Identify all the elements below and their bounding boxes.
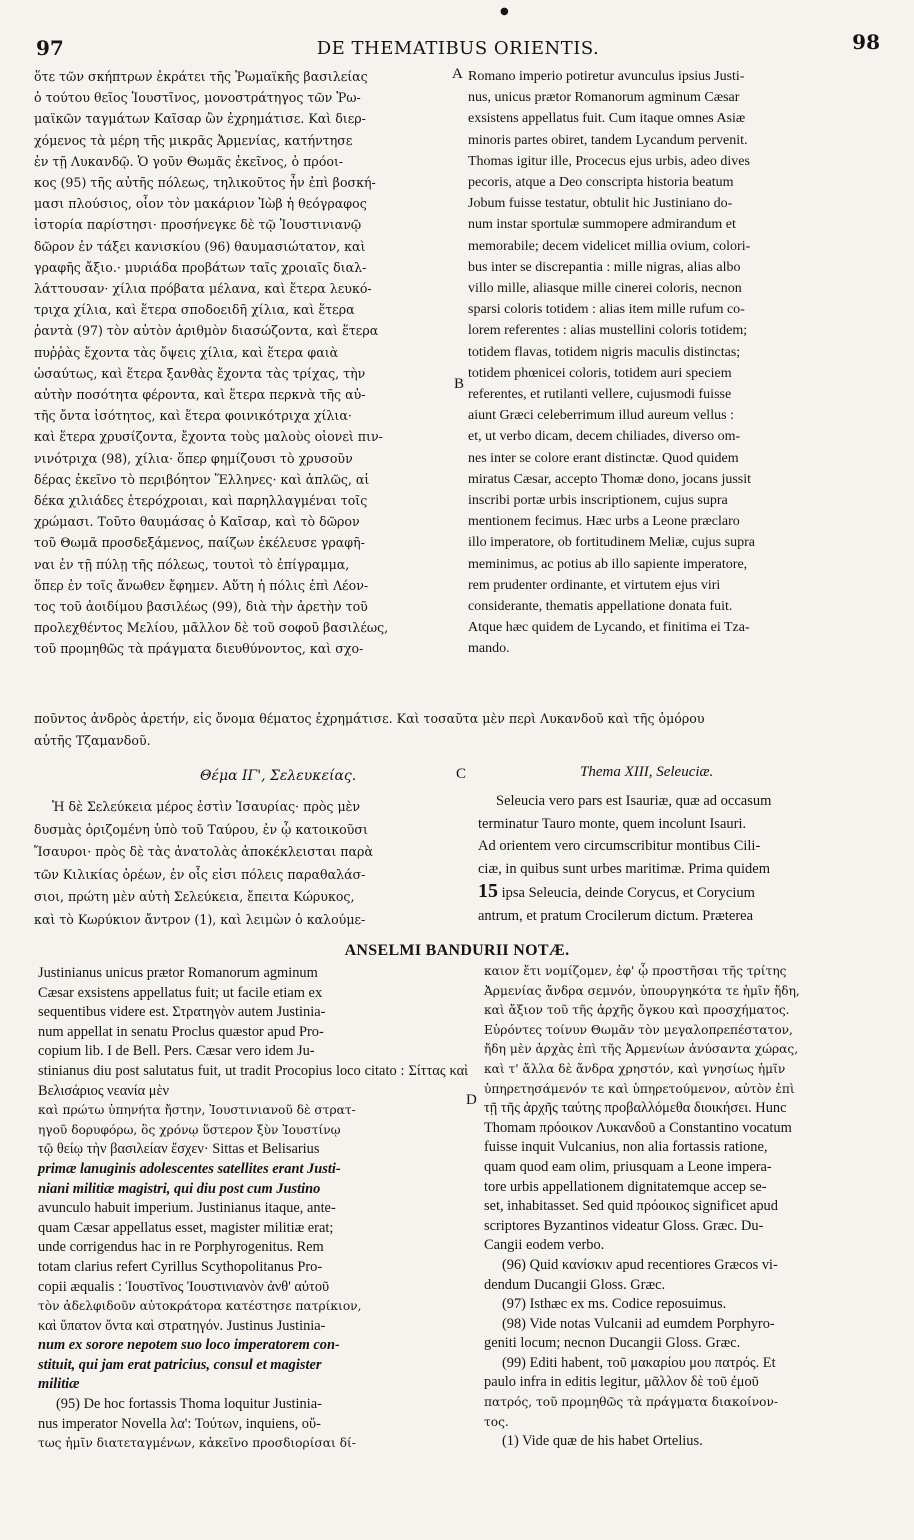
latin-line: Seleucia vero pars est Isauriæ, quæ ad occasum	[496, 793, 772, 809]
note-line: τὸν ἀδελφιδοῦν αὐτοκράτορα κατέστησε πατρίκιον,	[38, 1299, 362, 1314]
note-line: (96) Quid κανίσκιν apud recentiores Græcos vi-	[502, 1256, 778, 1273]
latin-line: Thomas igitur ille, Procecus ejus urbis, adeo dives	[468, 153, 750, 169]
greek-line: ὅτε τῶν σκήπτρων ἐκράτει τῆς Ῥωμαϊκῆς βασιλείας	[34, 69, 368, 84]
note-line: τως ἡμῖν διατεταγμένων, κἀκεῖνο προσδιορίσαι δί-	[38, 1436, 356, 1451]
greek-line: ναι ἐν τῇ πύλῃ τῆς πόλεως, τουτοὶ τὸ ἐπίγραμμα,	[34, 556, 350, 572]
note-line: (97) Isthæc ex ms. Codice reposuimus.	[502, 1296, 727, 1313]
note-line: primæ lanuginis adolescentes satellites erant Justi-	[38, 1160, 341, 1177]
latin-line: memorabile; decem videlicet millia ovium, colori-	[468, 238, 751, 254]
latin-line: referentes, et rutilanti vellere, cujusmodi fuisse	[468, 387, 732, 403]
latin-line-text: ipsa Seleucia, deinde Corycus, et Corycium	[501, 885, 755, 901]
note-line: Cæsar exsistens appellatus fuit; ut facile etiam ex	[38, 984, 323, 1001]
latin-line: totidem phœnicei coloris, totidem auri speciem	[468, 365, 732, 381]
latin-line: inscribi portæ urbis inscriptionem, cujus supra	[468, 493, 728, 509]
latin-line: terminatur Tauro monte, quem incolunt Isauri.	[478, 815, 747, 832]
greek-line: μαϊκῶν ταγμάτων Καῖσαρ ὢν ἐχρημάτισε. Καὶ διερ-	[34, 111, 366, 127]
latin-line	[478, 880, 882, 905]
note-line: τος.	[484, 1414, 509, 1429]
note-line: stinianus diu post salutatus fuit, ut tradit Procopius loco citato : Σίττας καὶ Βελισάριος νεανία μὲν	[38, 1062, 468, 1099]
note-line: ὑπηρετησάμενόν τε καὶ ὑπηρετούμενον, αὐτὸν ἐπὶ	[484, 1081, 795, 1096]
note-line: fuisse inquit Vulcanius, non alia fortassis ratione,	[484, 1139, 768, 1156]
latin-text-top	[468, 66, 882, 660]
greek-line: σιοι, πρώτη μὲν αὐτὴ Σελεύκεια, ἔπειτα Κώρυκος,	[34, 889, 355, 904]
greek-full-width-line-end: αὐτῆς Τζαμανδοῦ.	[34, 733, 151, 748]
latin-line: aiunt Græci celeberrimum illud aureum vellus :	[468, 408, 734, 424]
page-number-left: 97	[36, 36, 64, 60]
note-line: ἤδη μὲν ἀρχὰς ἐπὶ τῆς Ἀρμενίων ἀνύσαντα χώρας,	[484, 1042, 799, 1057]
greek-line: τος τοῦ ἀοιδίμου βασιλέως (99), διὰ τὴν ἀρετὴν τοῦ	[34, 599, 368, 615]
greek-line: ὡσαύτως, καὶ ἕτερα ξανθὰς ἔχοντα τὰς τρίχας, τὴν	[34, 365, 366, 381]
note-line: totam clarius refert Cyrillus Scythopolitanus Pro-	[38, 1258, 323, 1275]
note-line: καὶ τ' ἄλλα δὲ ἄνδρα χρηστόν, καὶ γνησίως ἡμῖν	[484, 1061, 786, 1076]
greek-line: τοῦ προμηθῶς τὰ πράγματα διευθύνοντος, καὶ σχο-	[34, 641, 364, 657]
latin-line: sparsi coloris totidem : alias item mille rufum co-	[468, 302, 745, 318]
note-line: καὶ ἄξιον τοῦ τῆς ἀρχῆς ὄγκου καὶ προσχήματος.	[484, 1003, 790, 1018]
latin-line: miratus Cæsar, accepto Thomæ dono, jocans jussit	[468, 471, 752, 487]
note-line: τῷ θείῳ τὴν βασιλείαν ἔσχεν· Sittas et Belisarius	[38, 1141, 320, 1158]
latin-line: Jobum fuisse testatur, obtulit hic Justiniano do-	[468, 196, 733, 212]
greek-line: γραφῆς ἄξιο.· μυριάδα προβάτων ταῖς χροιαῖς διαλ-	[34, 259, 367, 275]
section-title-latin: Thema XIII, Seleuciæ.	[580, 764, 714, 780]
greek-text-seleucia	[34, 796, 462, 931]
note-line: unde corrigendus hac in re Porphyrogenitus. Rem	[38, 1239, 324, 1256]
note-line: ηγοῦ δορυφόρω, ὃς χρόνῳ ὕστερον ξὺν Ἰουστίνῳ	[38, 1122, 341, 1137]
note-line: (99) Editi habent, τοῦ μακαρίου μου πατρός. Et	[502, 1354, 776, 1371]
greek-line: τριχα χίλια, καὶ ἕτερα σποδοειδῆ χίλια, καὶ ἕτερα	[34, 302, 355, 318]
note-line: niani militiæ magistri, qui diu post cum Justino	[38, 1180, 321, 1197]
latin-line: nus, unicus prætor Romanorum agminum Cæsar	[468, 90, 740, 106]
ink-dot: ●	[500, 6, 509, 17]
latin-line: et, ut verbo dicam, decem chiliades, diverso om-	[468, 429, 741, 445]
margin-letter-d: D	[466, 1092, 477, 1108]
note-line: sequentibus videre est. Στρατηγὸν autem Justinia-	[38, 1004, 326, 1021]
note-line: paulo infra in editis legitur, μᾶλλον δὲ τοῦ ἐμοῦ	[484, 1374, 759, 1391]
note-line: (95) De hoc fortassis Thoma loquitur Justinia-	[56, 1396, 322, 1413]
greek-line: τῆς ὄντα ἰσότητος, καὶ ἕτερα φοινικότριχα χίλια·	[34, 408, 352, 424]
note-line: (1) Vide quæ de his habet Ortelius.	[502, 1433, 703, 1450]
greek-line: ἐν τῇ Λυκανδῷ. Ὁ γοῦν Θωμᾶς ἐκεῖνος, ὁ πρόοι-	[34, 153, 344, 169]
greek-line: κος (95) τῆς αὐτῆς πόλεως, τηλικοῦτος ἦν ἐπὶ βοσκή-	[34, 175, 376, 191]
greek-line: τοῦ Θωμᾶ προσδεξάμενος, παίζων ἐκέλευσε γραφῆ-	[34, 535, 365, 551]
latin-line: num instar sportulæ summopere admirandum et	[468, 217, 736, 233]
latin-line: antrum, et pratum Crocilerum dictum. Præterea	[478, 907, 754, 924]
greek-line: ὁ τούτου θεῖος Ἰουστῖνος, μονοστράτηγος τῶν Ῥω-	[34, 90, 361, 106]
greek-line: δέρας ἐκεῖνο τὸ περιβόητον Ἕλληνες· καὶ ἁπλῶς, αἱ	[34, 471, 370, 487]
greek-line: χόμενος τὰ μέρη τῆς μικρᾶς Ἀρμενίας, κατήντησε	[34, 132, 353, 148]
latin-line: considerante, thematis appellatione donata fuit.	[468, 599, 733, 615]
note-line: καὶ πρώτω ὑπηνήτα ἤστην, Ἰουστινιανοῦ δὲ στρατ-	[38, 1103, 356, 1118]
latin-line: Romano imperio potiretur avunculus ipsius Justi-	[468, 69, 745, 84]
greek-line: νινότριχα (98), χίλια· ὅπερ φημίζουσι τὸ χρυσοῦν	[34, 450, 353, 466]
note-line: τῇ τῆς ἀρχῆς ταύτης προβαλλόμεθα διοικήσει. Hunc	[484, 1100, 787, 1117]
note-line: Εὑρόντες τοίνυν Θωμᾶν τὸν μεγαλοπρεπέστατον,	[484, 1022, 793, 1037]
note-line: num ex sorore nepotem suo loco imperatorem con-	[38, 1337, 340, 1354]
note-line: quam quod eam olim, priusquam a Leone impera-	[484, 1158, 772, 1175]
latin-line: mentionem fecimus. Hæc urbs a Leone præclaro	[468, 514, 740, 530]
margin-letter-c: C	[456, 766, 467, 782]
note-line: tore urbis appellationem dignitatemque accep se-	[484, 1178, 767, 1195]
latin-line: nes inter se colore erant distinctæ. Quod quidem	[468, 450, 739, 466]
greek-line: Ἡ δὲ Σελεύκεια μέρος ἐστὶν Ἰσαυρίας· πρὸς μὲν	[52, 799, 361, 814]
greek-line: προλεχθέντος Μελίου, μᾶλλον δὲ τοῦ σοφοῦ βασιλέως,	[34, 620, 389, 636]
latin-line: bus inter se discrepantia : mille nigras, alias albo	[468, 259, 741, 275]
running-header	[30, 30, 886, 64]
section-title-greek: Θέμα ΙΓ', Σελευκείας.	[200, 768, 357, 784]
latin-line: villo mille, aliasque mille cinerei coloris, necnon	[468, 281, 742, 297]
greek-line: λάττουσαν· χίλια πρόβατα μέλανα, καὶ ἕτερα λευκό-	[34, 281, 372, 297]
latin-line: pecoris, atque a Deo conscripta historia beatum	[468, 175, 734, 191]
note-line: Thomam πρόοικον Λυκανδοῦ a Constantino vocatum	[484, 1119, 792, 1136]
greek-line: δῶρον ἐν τάξει κανισκίου (96) θαυμασιώτατον, καὶ	[34, 238, 366, 254]
latin-line: totidem flavas, totidem nigris maculis distinctas;	[468, 344, 741, 360]
latin-line: ciæ, in quibus sunt urbes maritimæ. Prima quidem	[478, 860, 770, 877]
note-line: copium lib. I de Bell. Pers. Cæsar vero idem Ju-	[38, 1043, 315, 1060]
greek-line: δυσμὰς ὁριζομένη ὑπὸ τοῦ Ταύρου, ἐν ᾧ κατοικοῦσι	[34, 821, 368, 837]
note-line: set, inhabitasset. Sed quid πρόοικος significet apud	[484, 1198, 778, 1215]
greek-line: ὅπερ ἐν τοῖς ἄνωθεν ἔφημεν. Αὕτη ἡ πόλις ἐπὶ Λέον-	[34, 577, 369, 593]
note-line: num appellat in senatu Proclus quæstor apud Pro-	[38, 1023, 324, 1040]
latin-line: Atque hæc quidem de Lycando, et finitima ei Tza-	[468, 620, 750, 636]
greek-line: ἱστορία παρίστησι· προσήνεγκε δὲ τῷ Ἰουστινιανῷ	[34, 217, 362, 233]
note-line: Ἀρμενίας ἄνδρα σεμνόν, ὑπουργηκότα τε ἡμῖν ἤδη,	[484, 983, 800, 998]
note-line: καιον ἔτι νομίζομεν, ἐφ' ᾧ προστῆσαι τῆς τρίτης	[484, 964, 787, 978]
latin-line: minoris partes obiret, tandem Lycandum pervenit.	[468, 132, 748, 148]
note-line: (98) Vide notas Vulcanii ad eumdem Porphyro-	[502, 1315, 775, 1332]
note-line: quam Cæsar appellatus esset, magister militiæ erat;	[38, 1219, 334, 1236]
notes-heading: ANSELMI BANDURII NOTÆ.	[344, 942, 570, 959]
note-line: Cangii eodem verbo.	[484, 1237, 605, 1254]
latin-line: meminimus, ac potius ab illo sapiente imperatore,	[468, 556, 748, 572]
line-number-15: 15	[478, 880, 498, 902]
note-line: militiæ	[38, 1376, 80, 1393]
running-title: DE THEMATIBUS ORIENTIS.	[316, 38, 600, 59]
greek-full-width-line: ποῦντος ἀνδρὸς ἀρετήν, εἰς ὄνομα θέματος ἐχρημάτισε. Καὶ τοσαῦτα μὲν περὶ Λυκανδοῦ καὶ τῆς ὁμόρου	[34, 711, 705, 726]
note-line: Justinianus unicus prætor Romanorum agminum	[38, 965, 318, 981]
note-line: avunculo habuit imperium. Justinianus itaque, ante-	[38, 1200, 336, 1217]
note-line: copii æqualis : Ἰουστῖνος Ἰουστινιανὸν ἀνθ' αὐτοῦ	[38, 1278, 330, 1295]
greek-line: ῥαντὰ (97) τὸν αὐτὸν ἀριθμὸν διασώζοντα, καὶ ἕτερα	[34, 323, 379, 339]
latin-line: exsistens appellatus fuit. Cum itaque omnes Asiæ	[468, 111, 746, 127]
greek-line: Ἴσαυροι· πρὸς δὲ τὰς ἀνατολὰς ἀποκέκλεισται παρὰ	[34, 844, 373, 859]
margin-letter-a: A	[452, 66, 463, 82]
note-line: geniti locum; necnon Ducangii Gloss. Græc.	[484, 1335, 741, 1352]
greek-text-top	[34, 66, 465, 660]
latin-line: lorem referentes : alias mustellini coloris totidem;	[468, 323, 748, 339]
note-line: dendum Ducangii Gloss. Græc.	[484, 1276, 666, 1293]
note-line: nus imperator Novella λα': Τούτων, inquiens, οὕ-	[38, 1415, 321, 1432]
greek-line: καὶ ἕτερα χρυσίζοντα, ἔχοντα τοὺς μαλοὺς οἱονεὶ πιν-	[34, 429, 383, 445]
latin-line: illo imperatore, ob fortitudinem Meliæ, cujus supra	[468, 535, 755, 551]
greek-line: καὶ τὸ Κωρύκιον ἄντρον (1), καὶ λειμὼν ὁ καλούμε-	[34, 911, 366, 927]
margin-letter-b: B	[454, 376, 465, 392]
latin-line: rem prudenter ordinante, et virtutem ejus viri	[468, 577, 721, 593]
note-line: scriptores Byzantinos videatur Gloss. Græc. Du-	[484, 1217, 764, 1234]
latin-line: mando.	[468, 641, 510, 657]
note-line: πατρός, τοῦ προμηθῶς τὰ πράγματα διακοίνον-	[484, 1395, 779, 1410]
greek-line: δέκα χιλιάδες ἑτερόχροιαι, καὶ παρηλλαγμέναι τοῖς	[34, 493, 368, 509]
latin-text-seleucia	[478, 790, 882, 927]
latin-line: Ad orientem vero circumscribitur montibus Cili-	[478, 838, 761, 854]
notes-left-column	[38, 964, 468, 1454]
notes-right-column	[484, 962, 884, 1452]
greek-line: χρώμασι. Τοῦτο θαυμάσας ὁ Καῖσαρ, καὶ τὸ δῶρον	[34, 514, 360, 530]
greek-line: τῶν Κιλικίας ὀρέων, ἐν οἷς εἰσι πόλεις παραθαλάσ-	[34, 866, 366, 882]
greek-line: μασι πλούσιος, οἷον τὸν μακάριον Ἰὼβ ἡ θεόγραφος	[34, 196, 367, 212]
greek-line: αὐτὴν ποσότητα φέροντα, καὶ ἕτερα περκνὰ τῆς αὐ-	[34, 387, 366, 403]
greek-line: πυῤῥὰς ἔχοντα τὰς ὄψεις χίλια, καὶ ἕτερα φαιὰ	[34, 344, 339, 360]
page-number-right: 98	[852, 30, 880, 54]
note-line: καὶ ὕπατον ὄντα καὶ στρατηγόν. Justinus Justinia-	[38, 1317, 326, 1334]
note-line: stituit, qui jam erat patricius, consul et magister	[38, 1356, 322, 1373]
